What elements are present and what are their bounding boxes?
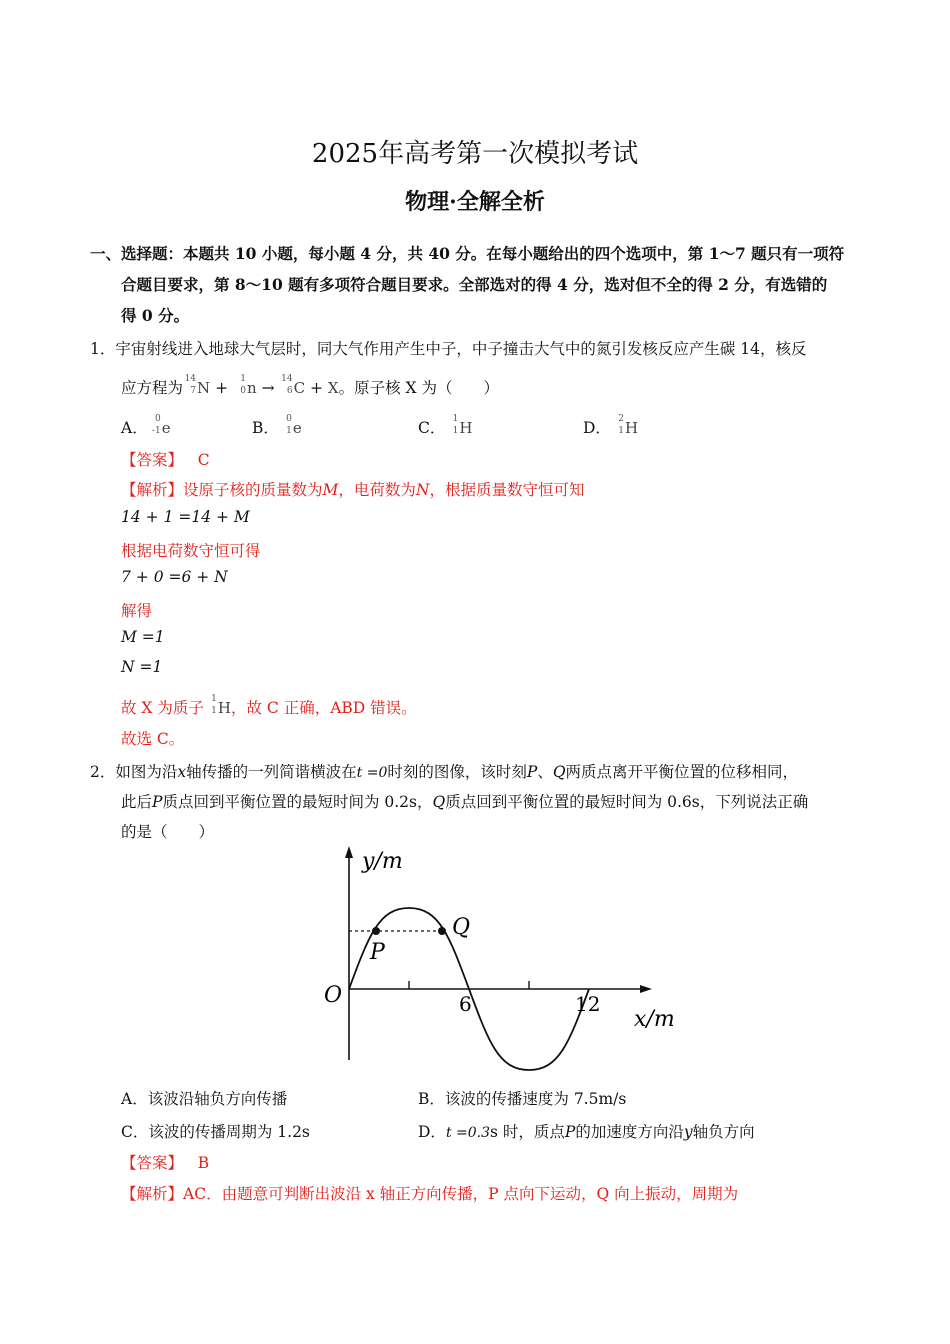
eq-plus: + xyxy=(215,379,229,397)
origin-label: O xyxy=(324,983,343,1008)
q1-text-solve: 解得 xyxy=(121,602,153,620)
n14-symbol: N xyxy=(197,379,211,397)
c14-symbol: C xyxy=(293,379,306,397)
point-q-label: Q xyxy=(452,915,471,940)
q1-stem-line2 xyxy=(121,376,499,398)
q1-equation-3: M =1 xyxy=(121,628,165,646)
q1-reaction-equation xyxy=(183,374,339,397)
q2-analysis: 【解析】AC．由题意可判断出波沿 x 轴正方向传播，P 点向下运动，Q 向上振动，周期为 xyxy=(121,1185,739,1203)
q1-option-c: C． 1 1 H xyxy=(418,414,473,437)
q2-stem-line2: 此后P质点回到平衡位置的最短时间为 0.2s，Q质点回到平衡位置的最短时间为 0.6s，下列说法正确 xyxy=(121,793,809,811)
q1-stem-suffix: 。原子核 X 为（ ） xyxy=(338,379,499,397)
neutron-mass: 1 xyxy=(240,374,247,384)
q1-option-b: B． 0 1 e xyxy=(252,414,302,437)
y-axis-label: y/m xyxy=(362,849,403,874)
q1-equation-2: 7 + 0 =6 + N xyxy=(121,568,228,586)
doc-title: 2025年高考第一次模拟考试 xyxy=(311,139,639,169)
q1-conclusion: 故 X 为质子 1 1 H，故 C 正确，ABD 错误。 xyxy=(121,694,417,717)
point-q xyxy=(438,927,446,935)
q2-option-a: A．该波沿轴负方向传播 xyxy=(121,1090,288,1108)
x-axis-label: x/m xyxy=(634,1007,675,1032)
doc-subtitle: 物理·全解全析 xyxy=(405,189,545,215)
q2-stem-line1: 2．如图为沿x轴传播的一列简谐横波在t =0时刻的图像，该时刻P、Q两质点离开平衡位置的位移相同， xyxy=(90,763,799,781)
q2-option-c: C．该波的传播周期为 1.2s xyxy=(121,1123,310,1141)
y-axis-arrow xyxy=(345,846,353,858)
section-heading-line1: 一、选择题：本题共 10 小题，每小题 4 分，共 40 分。在每小题给出的四个选项中，第 1～7 题只有一项符 xyxy=(90,244,845,263)
q1-equation-1: 14 + 1 =14 + M xyxy=(121,508,250,526)
x-axis-arrow xyxy=(640,985,652,993)
q1-stem-line1: 1．宇宙射线进入地球大气层时，同大气作用产生中子，中子撞击大气中的氮引发核反应产生碳 14，核反 xyxy=(90,340,807,358)
x-symbol: X xyxy=(327,379,339,397)
tick-label-12: 12 xyxy=(575,992,601,1016)
q1-analysis: 【解析】设原子核的质量数为M，电荷数为N，根据质量数守恒可知 xyxy=(121,481,585,499)
q1-final: 故选 C。 xyxy=(121,730,185,748)
q1-equation-4: N =1 xyxy=(121,658,163,676)
c14-charge: 6 xyxy=(286,386,293,396)
q1-text-charge: 根据电荷数守恒可得 xyxy=(121,542,261,560)
wave-graph xyxy=(318,840,688,1080)
n14-mass: 14 xyxy=(184,374,197,384)
point-p xyxy=(372,927,380,935)
point-p-label: P xyxy=(370,940,385,965)
neutron-symbol: n xyxy=(247,379,257,397)
c14-mass: 14 xyxy=(281,374,293,384)
q2-stem-line3: 的是（ ） xyxy=(121,823,215,841)
q1-stem-prefix: 应方程为 xyxy=(121,379,184,397)
tick-label-6: 6 xyxy=(459,992,472,1016)
neutron-charge: 0 xyxy=(240,386,247,396)
n14-charge: 7 xyxy=(190,386,197,396)
q2-option-b: B．该波的传播速度为 7.5m/s xyxy=(418,1090,627,1108)
q1-option-a: A． 0 -1 e xyxy=(121,414,171,437)
section-heading-line3: 得 0 分。 xyxy=(121,306,190,325)
eq-arrow: → xyxy=(261,379,275,397)
eq-plus-2: + xyxy=(309,379,323,397)
section-heading-line2: 合题目要求，第 8～10 题有多项符合题目要求。全部选对的得 4 分，选对但不全的得 2 分，有选错的 xyxy=(121,275,828,294)
q1-answer: 【答案】 C xyxy=(121,451,210,469)
q2-option-d: D．t =0.3s 时，质点P的加速度方向沿y轴负方向 xyxy=(418,1123,755,1141)
q2-answer: 【答案】 B xyxy=(121,1154,210,1172)
q1-option-d: D． 2 1 H xyxy=(583,414,639,437)
